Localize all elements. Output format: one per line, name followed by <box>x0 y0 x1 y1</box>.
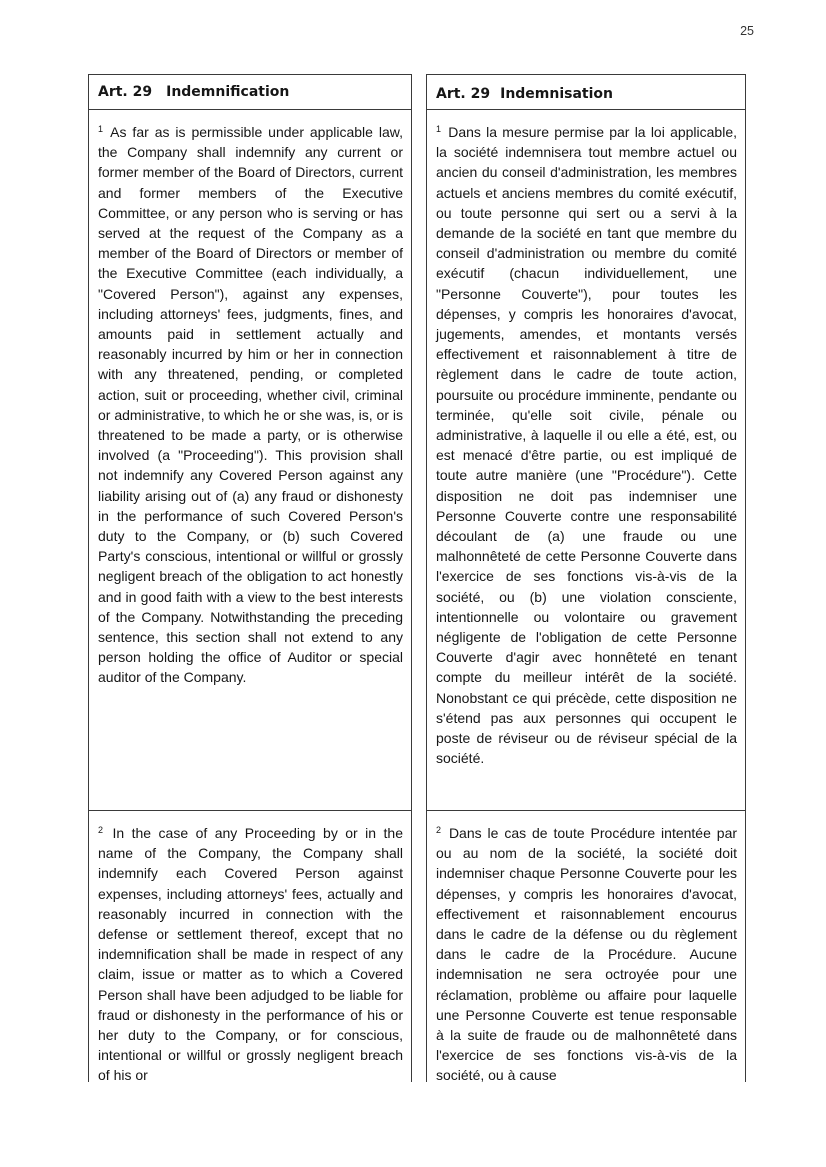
paragraph-2-text-fr: Dans le cas de toute Procédure intentée par ou au nom de la société, la société doit indemniser chaque Personne Couverte pour les dépenses, y compris les honoraires d'avocat, effectivement et raisonnablement encourus dans le cadre de la défense ou du règlement dans le cadre de la Procédure. Aucune indemnisation ne sera octroyée pour une réclamation, problème ou affaire pour laquelle une Personne Couverte est tenue responsable à la suite de fraude ou de malhonnêteté dans l'exercice de ses fonctions vis-à-vis de la société, ou à cause <box>436 825 738 1084</box>
article-number-en: Art. 29 <box>98 84 153 100</box>
paragraph-2-fr <box>427 811 745 1086</box>
article-heading-fr <box>427 75 745 102</box>
paragraph-2-cell-fr <box>426 810 746 1082</box>
paragraph-1-en <box>89 110 411 688</box>
paragraph-2-text-en: In the case of any Proceeding by or in the name of the Company, the Company shall indemnify each Covered Person against expenses, including attorneys' fees, actually and reasonably incurred in connection with the defense or settlement thereof, except that no indemnification shall be made in respect of any claim, issue or matter as to which a Covered Person shall have been adjudged to be liable for fraud or dishonesty in the performance of his or her duty to the Company, or for conscious, intentional or willful or grossly negligent breach of his or <box>98 825 404 1084</box>
paragraph-1-cell-en <box>88 109 412 811</box>
article-heading-en <box>89 75 411 100</box>
heading-cell-fr <box>426 74 746 110</box>
paragraph-1-text-fr: Dans la mesure permise par la loi applicable, la société indemnisera tout membre actuel ou ancien du conseil d'administration, les membres actuels et anciens membres du comité exécutif, ou toute personne qui sert ou a servi à la demande de la société en tant que membre du conseil d'administration ou membre du comité exécutif (chacun individuellement, une "Personne Couverte"), pour toutes les dépenses, y compris les honoraires d'avocat, jugements, amendes, et montants versés effectivement et raisonnablement à titre de règlement dans le cadre de toute action, poursuite ou procédure imminente, pendante ou terminée, qu'elle soit civile, pénale ou administrative, à laquelle il ou elle a été, est, ou est menacé d'être partie, ou est impliqué de toute autre manière (une "Procédure"). Cette disposition ne doit pas indemniser une Personne Couverte contre une responsabilité découlant de (a) une fraude ou une malhonnêteté de cette Personne Couverte dans l'exercice de ses fonctions vis-à-vis de la société, ou (b) une violation consciente, intentionnelle ou volontaire ou gravement négligente de l'obligation de cette Personne Couverte d'agir avec honnêteté en tenant compte du meilleur intérêt de la société. Nonobstant ce qui précède, cette disposition ne s'étend pas aux personnes qui occupent le poste de réviseur ou de réviseur spécial de la société. <box>436 124 737 767</box>
paragraph-1-cell-fr <box>426 109 746 811</box>
paragraph-2-mark-en: 2 <box>98 825 104 835</box>
paragraph-2-mark-fr: 2 <box>436 825 442 835</box>
paragraph-1-mark-en: 1 <box>98 124 104 134</box>
bilingual-articles-table <box>88 74 746 1082</box>
paragraph-1-fr <box>427 110 745 769</box>
article-number-fr: Art. 29 <box>436 86 491 102</box>
heading-cell-en <box>88 74 412 110</box>
paragraph-2-en <box>89 811 411 1086</box>
paragraph-2-cell-en <box>88 810 412 1082</box>
article-title-fr: Indemnisation <box>500 86 614 102</box>
paragraph-1-text-en: As far as is permissible under applicable law, the Company shall indemnify any current or former member of the Board of Directors, current and former members of the Executive Committee, or any person who is serving or has served at the request of the Company as a member of the Board of Directors or member of the Executive Committee (each individually, a "Covered Person"), against any expenses, including attorneys' fees, judgments, fines, and amounts paid in settlement actually and reasonably incurred by him or her in connection with any threatened, pending, or completed action, suit or proceeding, whether civil, criminal or administrative, to which he or she was, is, or is threatened to be made a party, or is otherwise involved (a "Proceeding"). This provision shall not indemnify any Covered Person against any liability arising out of (a) any fraud or dishonesty in the performance of such Covered Person's duty to the Company, or (b) such Covered Party's conscious, intentional or willful or grossly negligent breach of the obligation to act honestly and in good faith with a view to the best interests of the Company. Notwithstanding the preceding sentence, this section shall not extend to any person holding the office of Auditor or special auditor of the Company. <box>98 124 404 686</box>
paragraph-1-mark-fr: 1 <box>436 124 442 134</box>
page-number: 25 <box>740 24 754 38</box>
article-title-en: Indemnification <box>166 84 290 100</box>
column-gutter <box>411 74 427 1082</box>
